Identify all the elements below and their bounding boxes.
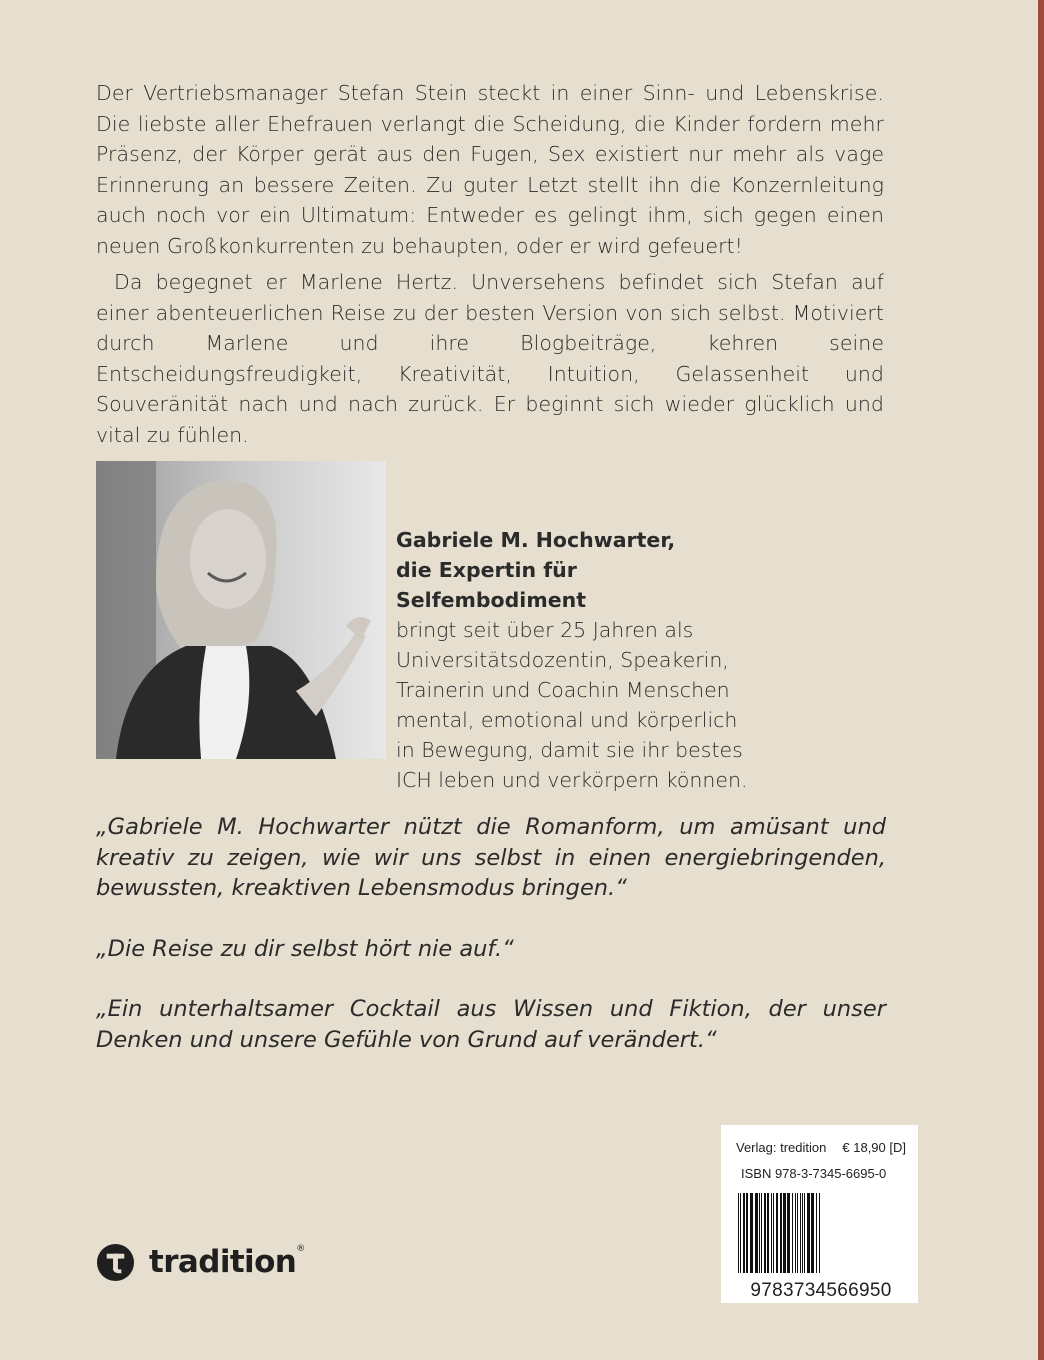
publisher-logo — [96, 1241, 305, 1283]
barcode-bar — [797, 1193, 798, 1273]
publisher-label: Verlag: tredition — [736, 1140, 827, 1155]
barcode-bar — [759, 1193, 760, 1273]
book-blurb — [96, 78, 884, 450]
review-quotes — [96, 812, 886, 1085]
barcode-bar — [743, 1193, 745, 1273]
author-photo — [96, 461, 386, 759]
spine-edge-strip — [1038, 0, 1044, 1360]
barcode-bar — [755, 1193, 758, 1273]
barcode-bar — [792, 1193, 793, 1273]
barcode-bar — [795, 1193, 796, 1273]
author-role: die Expertin für Selfembodiment — [396, 558, 586, 612]
isbn-label: ISBN 978-3-7345-6695-0 — [741, 1166, 887, 1181]
publisher-logo-text: tradition® — [149, 1244, 305, 1280]
barcode-bar — [783, 1193, 786, 1273]
barcode-bar — [804, 1193, 805, 1273]
blurb-paragraph-1: Der Vertriebsmanager Stefan Stein steckt in einer Sinn- und Lebenskrise. Die liebste aller Ehefrauen verlangt die Scheidung, die Kinder fordern mehr Präsenz, der Körper gerät aus den Fugen, Sex existiert nur mehr als vage Erinnerung an bessere Zeiten. Zu guter Letzt stellt ihn die Konzernleitung auch noch vor ein Ultimatum: Entweder es gelingt ihm, sich gegen einen neuen Großkonkurrenten zu behaupten, oder er wird gefeuert! — [96, 81, 884, 258]
barcode-bar — [767, 1193, 769, 1273]
barcode-bar — [746, 1193, 748, 1273]
quote-2: „Die Reise zu dir selbst hört nie auf.“ — [96, 935, 514, 962]
price-label: € 18,90 [D] — [842, 1140, 906, 1155]
barcode-bar — [800, 1193, 801, 1273]
barcode-bar — [807, 1193, 810, 1273]
author-name: Gabriele M. Hochwarter, — [396, 528, 676, 552]
author-bio — [396, 525, 756, 795]
author-portrait-image — [96, 461, 386, 759]
quote-3: „Ein unterhaltsamer Cocktail aus Wissen und Fiktion, der unser Denken und unsere Gefühle von Grund auf verändert.“ — [96, 996, 886, 1053]
barcode-bar — [787, 1193, 790, 1273]
barcode-bar — [740, 1193, 741, 1273]
quote-1: „Gabriele M. Hochwarter nützt die Romanform, um amüsant und kreativ zu zeigen, wie wir uns selbst in einen energiebringenden, bewussten, kreaktiven Lebensmodus bringen.“ — [96, 814, 886, 901]
publisher-logo-icon — [96, 1243, 135, 1282]
barcode-bar — [780, 1193, 782, 1273]
barcode-bar — [771, 1193, 772, 1273]
barcode-bar — [776, 1193, 778, 1273]
barcode-bar — [738, 1193, 739, 1273]
author-bio-text: bringt seit über 25 Jahren als Universitätsdozentin, Speakerin, Trainerin und Coachin Menschen mental, emotional und körperlich in Bewegung, damit sie ihr bestes ICH leben und verkörpern können. — [396, 618, 748, 792]
barcode-bar — [802, 1193, 803, 1273]
barcode-bar — [773, 1193, 774, 1273]
blurb-paragraph-2: Da begegnet er Marlene Hertz. Unversehens befindet sich Stefan auf einer abenteuerlichen Reise zu der besten Version von sich selbst. Motiviert durch Marlene und ihre Blogbeiträge, kehren seine Entscheidungsfreudigkeit, Kreativität, Intuition, Gelassenheit und Souveränität nach und nach zurück. Er beginnt sich wieder glücklich und vital zu fühlen. — [96, 270, 884, 447]
barcode-bar — [819, 1193, 820, 1273]
barcode-bar — [811, 1193, 814, 1273]
barcode-box — [721, 1125, 918, 1303]
barcode-digits: 9783734566950 — [750, 1280, 892, 1301]
barcode-bar — [764, 1193, 766, 1273]
barcode-bars — [736, 1193, 906, 1273]
barcode-bar — [750, 1193, 753, 1273]
barcode-bar — [816, 1193, 817, 1273]
barcode-bar — [761, 1193, 762, 1273]
